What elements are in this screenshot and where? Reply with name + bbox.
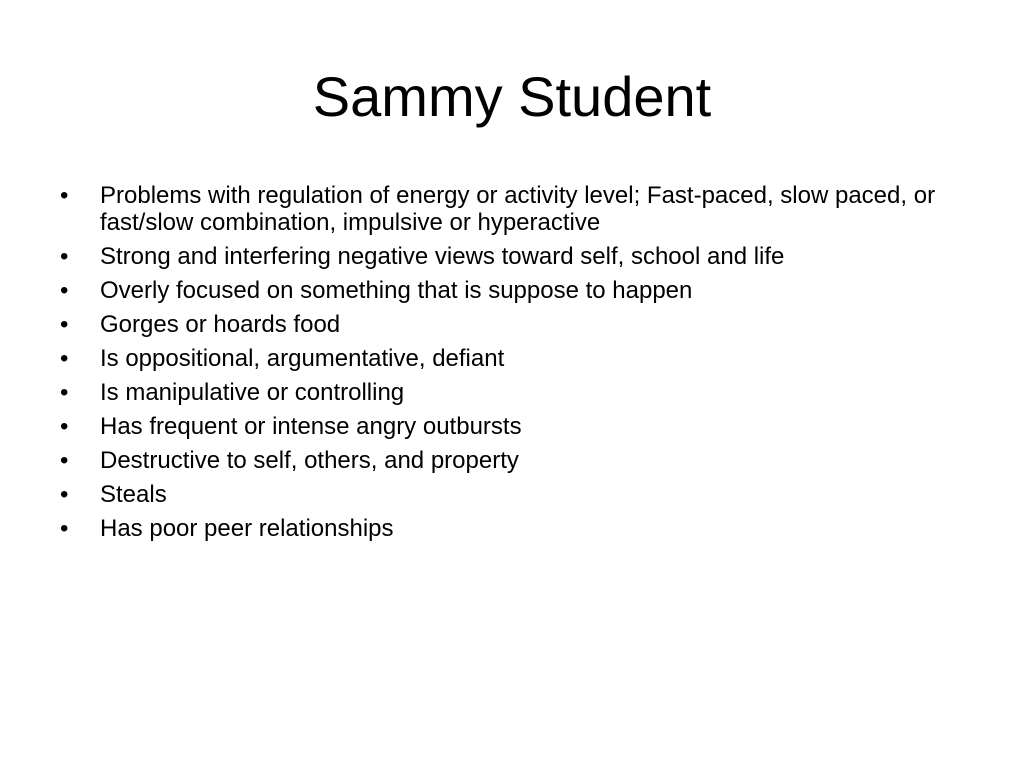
bullet-text: Gorges or hoards food: [100, 311, 341, 338]
bullet-mark: •: [60, 413, 69, 440]
bullet-item: [60, 243, 980, 270]
bullet-text: Steals: [100, 481, 167, 508]
bullet-item: [60, 481, 980, 508]
bullet-list: [60, 182, 980, 549]
bullet-text: Is oppositional, argumentative, defiant: [100, 345, 505, 372]
bullet-item: [60, 182, 980, 236]
bullet-item: [60, 311, 980, 338]
bullet-item: [60, 379, 980, 406]
slide-title: Sammy Student: [312, 65, 712, 128]
bullet-mark: •: [60, 345, 69, 372]
bullet-mark: •: [60, 515, 69, 542]
bullet-mark: •: [60, 277, 69, 304]
bullet-text: Overly focused on something that is suppose to happen: [100, 277, 693, 304]
bullet-text: Is manipulative or controlling: [100, 379, 405, 406]
bullet-text: Has frequent or intense angry outbursts: [100, 413, 522, 440]
bullet-text: Has poor peer relationships: [100, 515, 394, 542]
bullet-item: [60, 515, 980, 542]
bullet-text: Problems with regulation of energy or activity level; Fast-paced, slow paced, or fast/slow combination, impulsive or hyperactive: [100, 182, 936, 236]
bullet-text: Destructive to self, others, and property: [100, 447, 519, 474]
bullet-mark: •: [60, 243, 69, 270]
bullet-text: Strong and interfering negative views toward self, school and life: [100, 243, 785, 270]
bullet-mark: •: [60, 182, 69, 209]
bullet-mark: •: [60, 447, 69, 474]
bullet-mark: •: [60, 311, 69, 338]
bullet-mark: •: [60, 379, 69, 406]
bullet-mark: •: [60, 481, 69, 508]
bullet-item: [60, 277, 980, 304]
bullet-item: [60, 413, 980, 440]
bullet-item: [60, 345, 980, 372]
bullet-item: [60, 447, 980, 474]
